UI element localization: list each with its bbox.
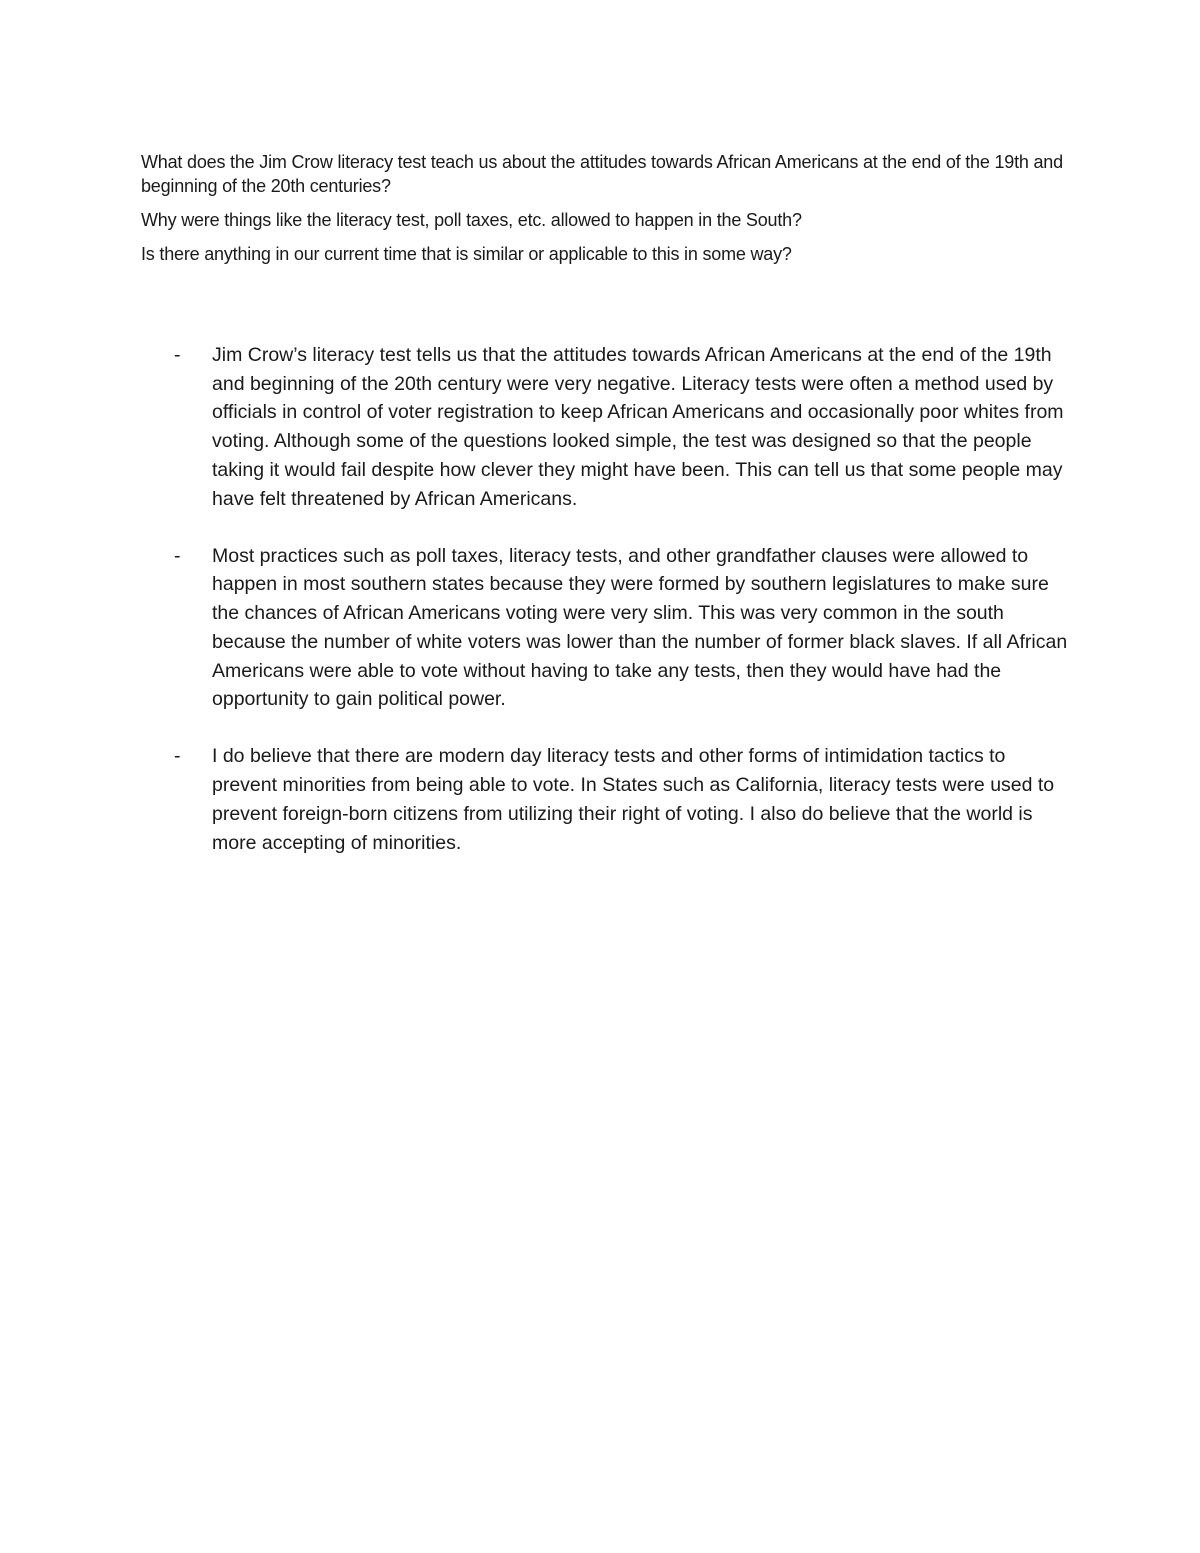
question-paragraph: Is there anything in our current time that is similar or applicable to this in some way? (141, 244, 792, 264)
answer-list-item (172, 742, 1072, 857)
question-block (141, 150, 1066, 276)
question-paragraph: What does the Jim Crow literacy test teach us about the attitudes towards African Americans at the end of the 19th and beginning of the 20th centuries? (141, 152, 1063, 196)
answer-list (172, 341, 1072, 886)
answer-text: I do believe that there are modern day literacy tests and other forms of intimidation tactics to prevent minorities from being able to vote. In States such as California, literacy tests were used to prevent foreign-born citizens from utilizing their right of voting. I also do believe that the world is more accepting of minorities. (212, 745, 1055, 854)
answer-list-item (172, 542, 1072, 714)
question-paragraph: Why were things like the literacy test, poll taxes, etc. allowed to happen in the South? (141, 210, 802, 230)
bullet-marker: - (174, 745, 181, 768)
answer-text: Jim Crow’s literacy test tells us that the attitudes towards African Americans at the end of the 19th and beginning of the 20th century were very negative. Literacy tests were often a method used by officials in control of voter registration to keep African Americans and occasionally poor whites from voting. Although some of the questions looked simple, the test was designed so that the people taking it would fail despite how clever they might have been. This can tell us that some people may have felt threatened by African Americans. (212, 344, 1064, 510)
bullet-marker: - (174, 344, 181, 366)
answer-text: Most practices such as poll taxes, literacy tests, and other grandfather clauses were allowed to happen in most southern states because they were formed by southern legislatures to make sure the chances of African Americans voting were very slim. This was very common in the south because the number of white voters was lower than the number of former black slaves. If all African Americans were able to vote without having to take any tests, then they would have had the opportunity to gain political power. (212, 544, 1068, 711)
answer-list-item (172, 341, 1072, 513)
bullet-marker: - (174, 544, 181, 567)
